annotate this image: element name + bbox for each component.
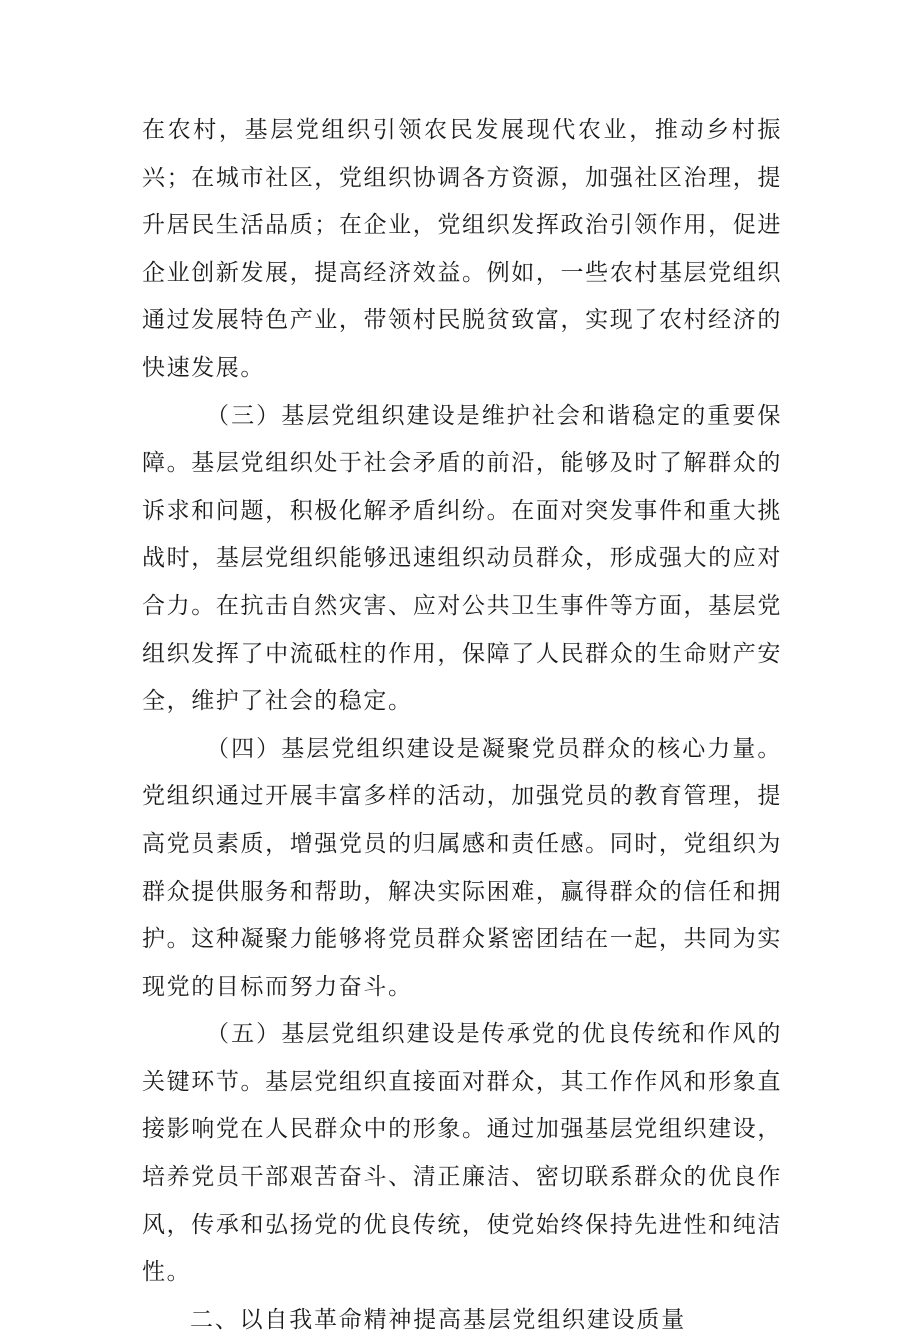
section-heading: 二、以自我革命精神提高基层党组织建设质量 — [190, 1306, 686, 1333]
paragraph-social-stability: （三）基层党组织建设是维护社会和谐稳定的重要保障。基层党组织处于社会矛盾的前沿，能够及时了解群众的诉求和问题，积极化解矛盾纠纷。在面对突发事件和重大挑战时，基层党组织能够迅速组织动员群众，形成强大的应对合力。在抗击自然灾害、应对公共卫生事件等方面，基层党组织发挥了中流砥柱的作用，保障了人民群众的生命财产安全，维护了社会的稳定。 — [142, 402, 782, 715]
paragraph-cohesion: （四）基层党组织建设是凝聚党员群众的核心力量。党组织通过开展丰富多样的活动，加强党员的教育管理，提高党员素质，增强党员的归属感和责任感。同时，党组织为群众提供服务和帮助，解决实际困难，赢得群众的信任和拥护。这种凝聚力能够将党员群众紧密团结在一起，共同为实现党的目标而努力奋斗。 — [142, 735, 782, 1000]
paragraph-rural-urban-enterprise: 在农村，基层党组织引领农民发展现代农业，推动乡村振兴；在城市社区，党组织协调各方资源，加强社区治理，提升居民生活品质；在企业，党组织发挥政治引领作用，促进企业创新发展，提高经济效益。例如，一些农村基层党组织通过发展特色产业，带领村民脱贫致富，实现了农村经济的快速发展。 — [142, 117, 782, 381]
document-body — [142, 107, 782, 1344]
paragraph-tradition: （五）基层党组织建设是传承党的优良传统和作风的关键环节。基层党组织直接面对群众，其工作作风和形象直接影响党在人民群众中的形象。通过加强基层党组织建设，培养党员干部艰苦奋斗、清正廉洁、密切联系群众的优良作风，传承和弘扬党的优良传统，使党始终保持先进性和纯洁性。 — [142, 1021, 782, 1286]
